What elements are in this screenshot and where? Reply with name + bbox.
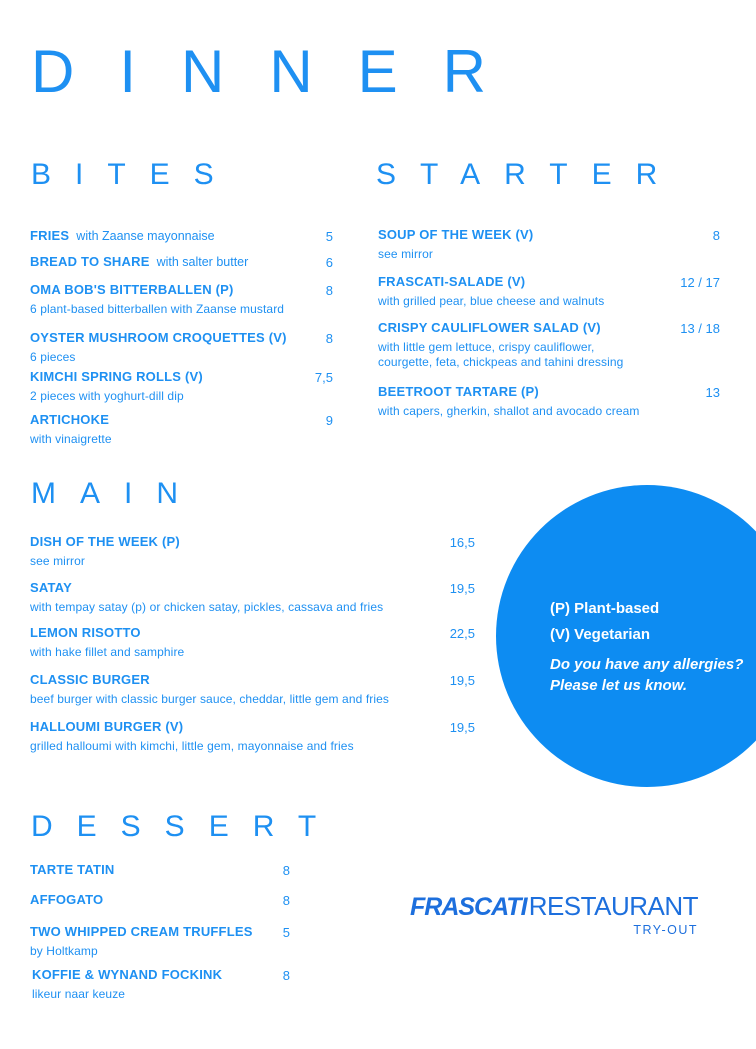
allergy-note-line: Please let us know. (550, 677, 687, 694)
menu-item-price: 8 (325, 331, 333, 346)
menu-item (378, 319, 720, 370)
section-heading-bites: BITES (31, 158, 238, 191)
menu-item-name: BEETROOT TARTARE (P) (378, 384, 539, 399)
menu-item-price: 22,5 (449, 626, 475, 641)
logo-brand: FRASCATI (410, 893, 527, 921)
menu-item (30, 861, 290, 879)
menu-item-desc: 6 pieces (30, 350, 76, 364)
menu-item-desc: see mirror (378, 247, 434, 261)
menu-item-desc: by Holtkamp (30, 944, 98, 958)
menu-item-price: 13 (705, 385, 720, 400)
menu-item (30, 368, 333, 404)
legend-vegetarian: (V) Vegetarian (550, 626, 651, 643)
menu-item (32, 966, 290, 1002)
restaurant-logo (410, 893, 698, 937)
menu-item-name: OYSTER MUSHROOM CROQUETTES (V) (30, 330, 287, 345)
menu-item (378, 273, 720, 309)
section-heading-dessert: DESSERT (31, 810, 341, 843)
menu-item-price: 8 (325, 283, 333, 298)
menu-item-name: CLASSIC BURGER (30, 672, 150, 687)
menu-item-desc: see mirror (30, 554, 86, 568)
menu-item-name: SOUP OF THE WEEK (V) (378, 227, 534, 242)
page-title: DINNER (31, 38, 532, 105)
menu-item-desc: 2 pieces with yoghurt-dill dip (30, 389, 184, 403)
menu-item (30, 579, 475, 615)
menu-item-inline-desc: with salter butter (156, 255, 249, 269)
menu-item-desc: with capers, gherkin, shallot and avocado cream (378, 404, 640, 418)
menu-item-name: ARTICHOKE (30, 412, 110, 427)
menu-item (30, 624, 475, 660)
legend-plant-based: (P) Plant-based (550, 600, 660, 617)
menu-item (30, 329, 333, 365)
menu-item (30, 923, 290, 959)
menu-item-price: 19,5 (449, 581, 475, 596)
menu-item-name: LEMON RISOTTO (30, 625, 141, 640)
menu-item (30, 227, 333, 245)
menu-item-desc: with hake fillet and samphire (30, 645, 185, 659)
menu-item-desc: with little gem lettuce, crispy cauliflower, (378, 340, 595, 354)
menu-item-name: TWO WHIPPED CREAM TRUFFLES (30, 924, 253, 939)
menu-item-price: 12 / 17 (680, 275, 720, 290)
allergy-note-line: Do you have any allergies? (550, 656, 744, 673)
menu-item-name: AFFOGATO (30, 892, 104, 907)
menu-item-name: SATAY (30, 580, 72, 595)
menu-item-desc: with vinaigrette (30, 432, 112, 446)
menu-item-desc: likeur naar keuze (32, 987, 126, 1001)
menu-item-price: 5 (325, 229, 333, 244)
menu-item-price: 19,5 (449, 673, 475, 688)
menu-item-price: 16,5 (449, 535, 475, 550)
menu-item-price: 13 / 18 (680, 321, 720, 336)
menu-item-name: KIMCHI SPRING ROLLS (V) (30, 369, 203, 384)
menu-item-price: 19,5 (449, 720, 475, 735)
menu-item-desc: with grilled pear, blue cheese and walnuts (378, 294, 605, 308)
menu-item (30, 281, 333, 317)
menu-item (30, 411, 333, 447)
section-heading-main: MAIN (31, 477, 202, 510)
menu-item-desc: with tempay satay (p) or chicken satay, pickles, cassava and fries (30, 600, 384, 614)
menu-item-price: 7,5 (314, 370, 333, 385)
menu-item-name: FRIES (30, 228, 70, 243)
section-heading-starter: STARTER (376, 158, 682, 191)
menu-item-desc: 6 plant-based bitterballen with Zaanse mustard (30, 302, 285, 316)
menu-item-desc: grilled halloumi with kimchi, little gem, mayonnaise and fries (30, 739, 354, 753)
menu-item-price: 5 (282, 925, 290, 940)
menu-item-inline-desc: with Zaanse mayonnaise (76, 229, 215, 243)
menu-item-desc: courgette, feta, chickpeas and tahini dressing (378, 355, 624, 369)
menu-item (378, 226, 720, 262)
menu-item-price: 8 (282, 968, 290, 983)
menu-item-price: 6 (325, 255, 333, 270)
menu-item-price: 9 (325, 413, 333, 428)
menu-item-name: HALLOUMI BURGER (V) (30, 719, 184, 734)
menu-item-name: DISH OF THE WEEK (P) (30, 534, 180, 549)
menu-item-price: 8 (282, 863, 290, 878)
menu-item-name: FRASCATI-SALADE (V) (378, 274, 526, 289)
menu-item-name: OMA BOB'S BITTERBALLEN (P) (30, 282, 234, 297)
logo-word: RESTAURANT (528, 891, 698, 921)
menu-item-name: CRISPY CAULIFLOWER SALAD (V) (378, 320, 601, 335)
menu-item (30, 533, 475, 569)
menu-item (30, 671, 475, 707)
menu-item-name: TARTE TATIN (30, 862, 115, 877)
menu-item-desc: beef burger with classic burger sauce, cheddar, little gem and fries (30, 692, 389, 706)
menu-item-price: 8 (282, 893, 290, 908)
menu-item-price: 8 (712, 228, 720, 243)
logo-subtitle: TRY-OUT (633, 923, 698, 937)
info-circle-text (550, 596, 743, 696)
allergy-note (550, 654, 743, 696)
menu-item-name: BREAD TO SHARE (30, 254, 150, 269)
menu-item-name: KOFFIE & WYNAND FOCKINK (32, 967, 223, 982)
menu-item (30, 718, 475, 754)
menu-item (378, 383, 720, 419)
menu-item (30, 891, 290, 909)
menu-item (30, 253, 333, 271)
